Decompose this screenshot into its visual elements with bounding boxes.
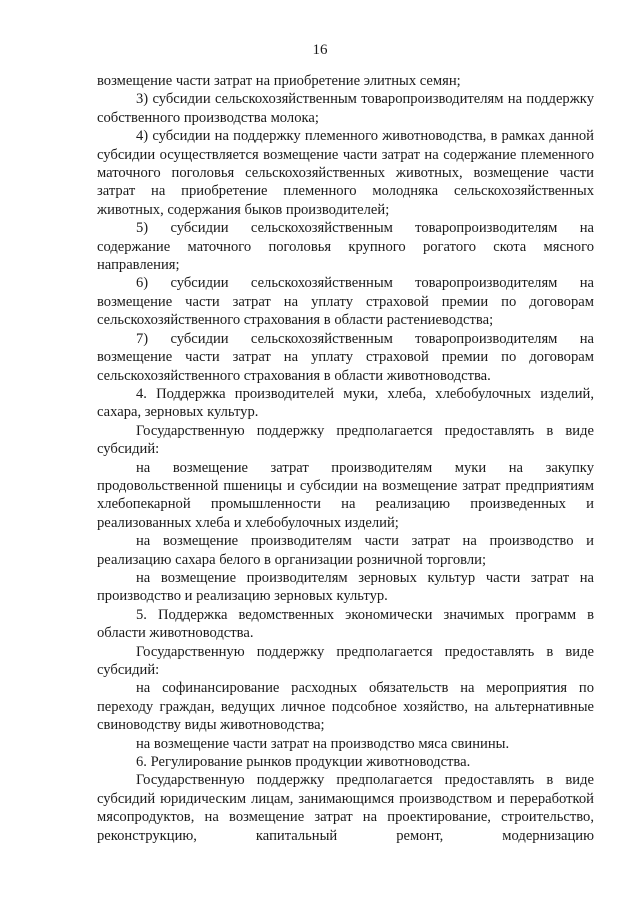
paragraph: на возмещение производителям части затрат на производство и реализацию сахара белого в организации розничной торговли;	[97, 533, 594, 568]
paragraph: Государственную поддержку предполагается предоставлять в виде субсидий юридическим лицам, занимающимся производством и переработкой мясопродуктов, на возмещение затрат на проектирование, строительство, реконструкцию, капитальный ремонт, модернизацию	[97, 772, 594, 844]
paragraph: на возмещение части затрат на производство мяса свинины.	[136, 735, 510, 752]
paragraph: 4. Поддержка производителей муки, хлеба, хлебобулочных изделий, сахара, зерновых культур.	[97, 385, 594, 421]
document-body	[97, 72, 594, 845]
paragraph: 6) субсидии сельскохозяйственным товаропроизводителям на возмещение части затрат на уплату страховой премии по договорам сельскохозяйственного страхования в области растениеводства;	[97, 275, 594, 329]
paragraph: Государственную поддержку предполагается предоставлять в виде субсидий:	[97, 422, 594, 458]
paragraph: 5. Поддержка ведомственных экономически значимых программ в области животноводства.	[97, 606, 594, 642]
paragraph: возмещение части затрат на приобретение элитных семян;	[97, 73, 461, 89]
page-number: 16	[312, 42, 328, 58]
paragraph: 3) субсидии сельскохозяйственным товаропроизводителям на поддержку собственного производства молока;	[97, 91, 594, 126]
paragraph: 7) субсидии сельскохозяйственным товаропроизводителям на возмещение части затрат на уплату страховой премии по договорам сельскохозяйственного страхования в области животноводства.	[97, 330, 594, 384]
paragraph: на возмещение производителям зерновых культур части затрат на производство и реализацию зерновых культур.	[97, 569, 594, 605]
paragraph: 4) субсидии на поддержку племенного животноводства, в рамках данной субсидии осуществляется возмещение части затрат на содержание племенного маточного поголовья сельскохозяйственных животных, возмещение части затрат на приобретение племенного молодняка сельскохозяйственных животных, содержания быков производителей;	[97, 128, 594, 218]
paragraph: на софинансирование расходных обязательств на мероприятия по переходу граждан, ведущих личное подсобное хозяйство, на альтернативные свиноводству виды животноводства;	[97, 680, 594, 734]
paragraph: на возмещение затрат производителям муки на закупку продовольственной пшеницы и субсидии на возмещение затрат предприятиям хлебопекарной промышленности на реализацию произведенных и реализованных хлеба и хлебобулочных изделий;	[97, 459, 594, 531]
paragraph: 5) субсидии сельскохозяйственным товаропроизводителям на содержание маточного поголовья крупного рогатого скота мясного направления;	[97, 220, 594, 274]
paragraph: 6. Регулирование рынков продукции животноводства.	[136, 754, 471, 771]
paragraph: Государственную поддержку предполагается предоставлять в виде субсидий:	[97, 643, 594, 678]
